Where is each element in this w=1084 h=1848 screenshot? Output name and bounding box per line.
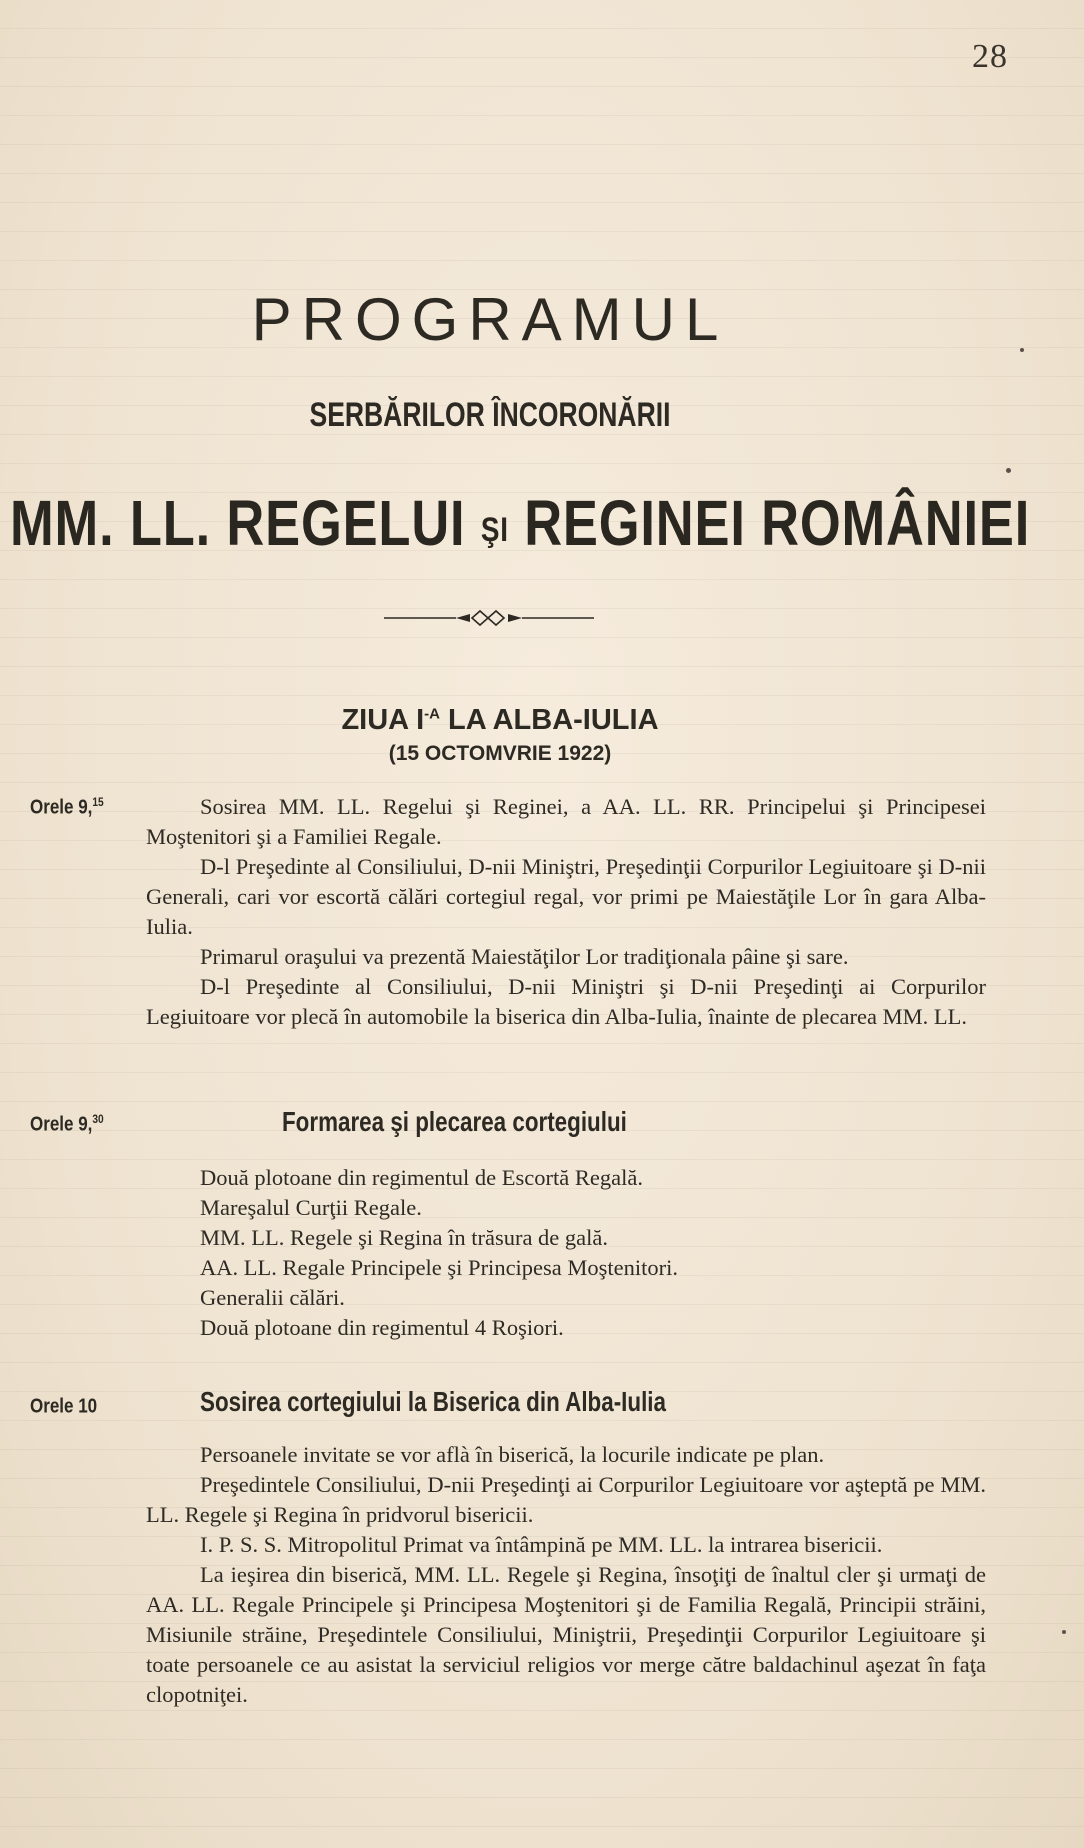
section-3-heading: Sosirea cortegiului la Biserica din Alba-Iulia (200, 1386, 666, 1417)
day-title-location: LA ALBA-IULIA (439, 704, 659, 736)
document-headline (10, 486, 1031, 560)
paragraph: Sosirea MM. LL. Regelui şi Reginei, a AA. LL. RR. Principelui şi Principesei Moştenitori şi a Familiei Regale. (146, 794, 986, 849)
time-label-3 (30, 1394, 97, 1419)
day-title (0, 704, 1000, 737)
procession-list (200, 1163, 960, 1343)
headline-part-2: REGINEI ROMÂNIEI (524, 487, 1031, 559)
paper-speck (1020, 348, 1024, 352)
paragraph: D-l Preşedinte al Consiliului, D-nii Miniştri, Preşedinţii Corpurilor Legiuitoare şi D-nii Generali, cari vor escortă călări cortegiul regal, vor primi pe Maiestăţile Lor în gara Alba-Iulia. (146, 854, 986, 939)
section-1-body (146, 792, 986, 1032)
paragraph: Primarul oraşului va prezentă Maiestăţilor Lor tradiţionala pâine şi sare. (200, 944, 849, 969)
page-number: 28 (972, 38, 1008, 75)
list-item: Două plotoane din regimentul de Escortă Regală. (200, 1165, 643, 1190)
paragraph: Preşedintele Consiliului, D-nii Preşedinţi ai Corpurilor Legiuitoare vor aşteptă pe MM. LL. Regele şi Regina în pridvorul bisericii. (146, 1472, 986, 1527)
day-title-text: ZIUA I (341, 704, 425, 736)
headline-conjunction: ŞI (480, 511, 509, 549)
paragraph: La ieşirea din biserică, MM. LL. Regele şi Regina, însoţiţi de înaltul cler şi urmaţi de AA. LL. Regale Principele şi Principesa Moştenitori şi de Familia Regală, Principii străini, Misiunile străine, Preşedintele Consiliului, Miniştrii, Preşedinţii Corpurilor Legiuitoare şi toate persoanele ce au asistat la serviciul religios vor merge către baldachinul aşezat în faţa clopotniţei. (146, 1562, 986, 1707)
document-subtitle: SERBĂRILOR ÎNCORONĂRII (309, 396, 671, 434)
time-sup: 30 (92, 1112, 104, 1126)
time-base: Orele 9, (30, 796, 93, 819)
paragraph: I. P. S. S. Mitropolitul Primat va întâmpină pe MM. LL. la intrarea bisericii. (200, 1532, 883, 1557)
paragraph: Persoanele invitate se vor aflà în biserică, la locurile indicate pe plan. (200, 1442, 825, 1467)
section-3-body (146, 1440, 986, 1710)
paper-speck (1062, 1630, 1066, 1634)
time-label-2 (30, 1112, 104, 1137)
time-base: Orele 9, (30, 1113, 93, 1136)
list-item: MM. LL. Regele şi Regina în trăsura de gală. (200, 1225, 609, 1250)
time-sup: 15 (92, 795, 104, 809)
time-label-1 (30, 795, 104, 820)
day-title-superscript: -A (424, 705, 440, 723)
headline-part-1: MM. LL. REGELUI (10, 487, 466, 559)
list-item: Generalii călări. (200, 1285, 345, 1310)
paper-speck (1006, 468, 1011, 473)
section-2-heading: Formarea şi plecarea cortegiului (282, 1106, 627, 1137)
ornament-divider (384, 606, 594, 630)
list-item: Două plotoane din regimentul 4 Roşiori. (200, 1315, 564, 1340)
list-item: Mareşalul Curţii Regale. (200, 1195, 422, 1220)
paragraph: D-l Preşedinte al Consiliului, D-nii Miniştri şi D-nii Preşedinţi ai Corpurilor Legiuitoare vor plecă în automobile la biserica din Alba-Iulia, înainte de plecarea MM. LL. (146, 974, 986, 1029)
day-date: (15 OCTOMVRIE 1922) (388, 742, 612, 765)
document-title: PROGRAMUL (251, 286, 729, 353)
time-base: Orele 10 (30, 1395, 98, 1418)
list-item: AA. LL. Regale Principele şi Principesa Moştenitori. (200, 1255, 679, 1280)
